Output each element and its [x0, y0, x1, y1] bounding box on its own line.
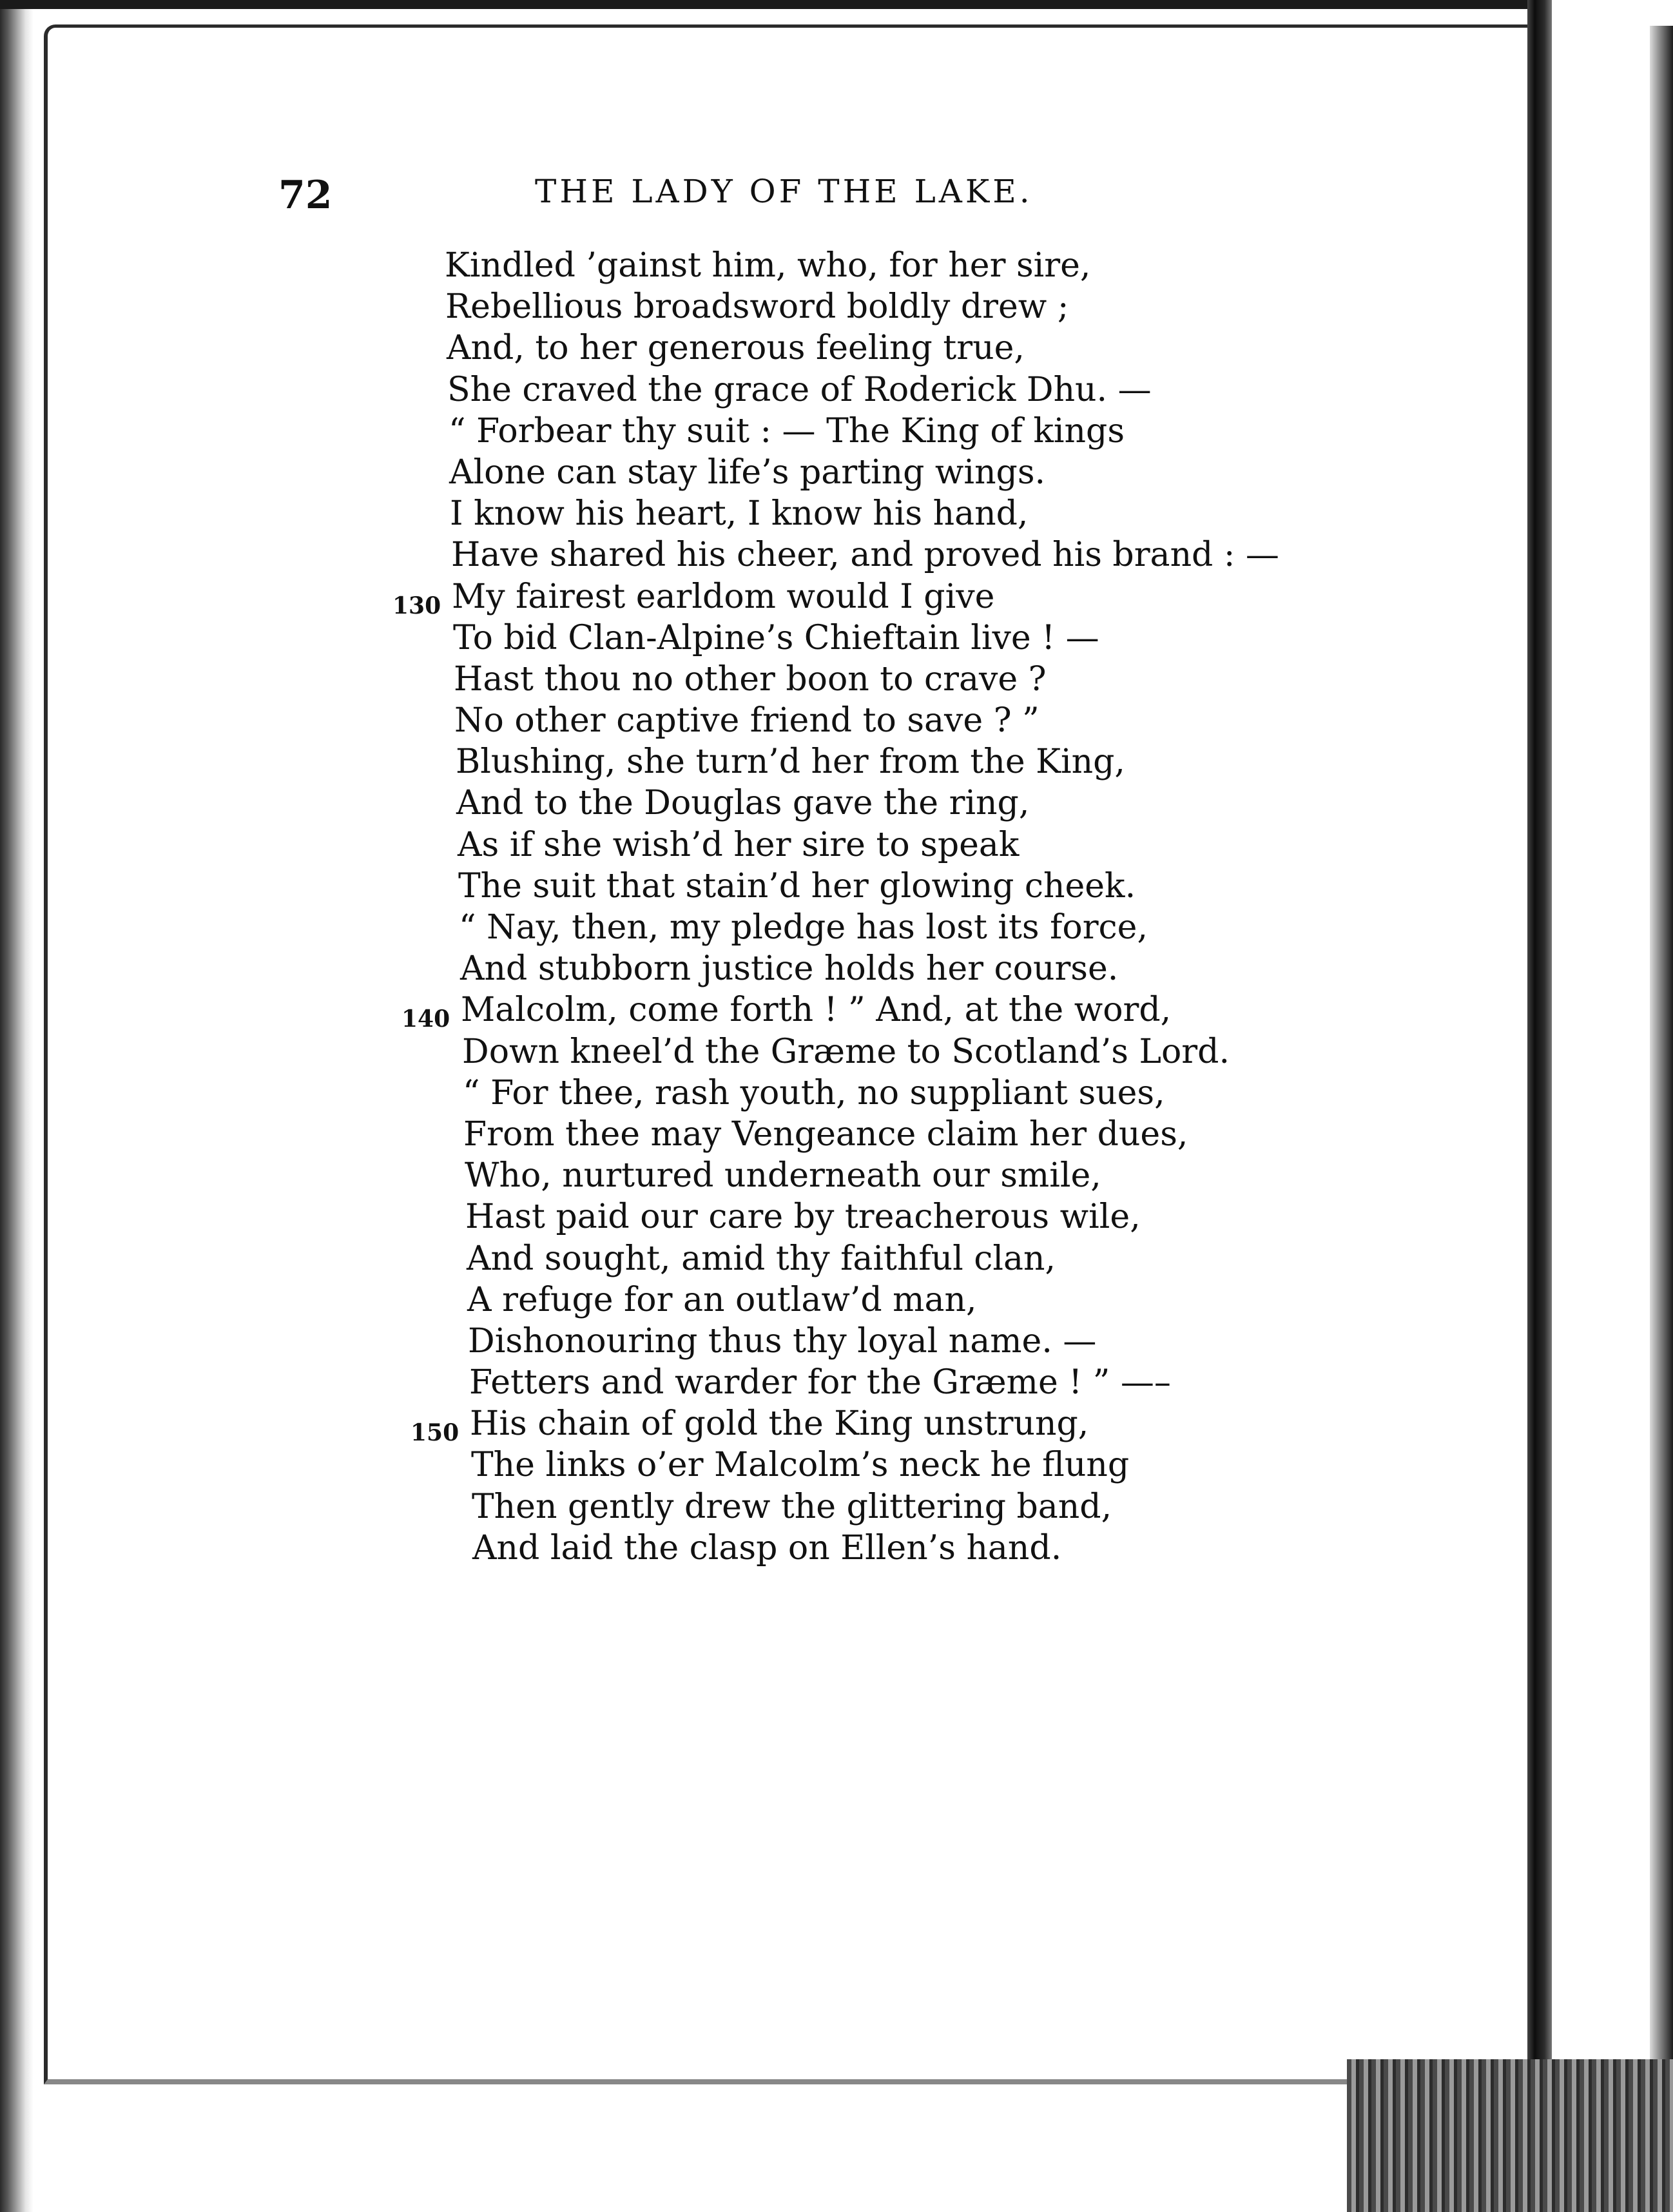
poem-line [453, 617, 1279, 659]
poem-line-text: And stubborn justice holds her course. [460, 949, 1119, 989]
poem-line-text: No other captive friend to save ? ” [454, 701, 1040, 741]
scan-top-edge [0, 0, 1673, 9]
poem-line [465, 1155, 1279, 1196]
poem-line-text: And sought, amid thy faithful clan, [467, 1239, 1056, 1278]
scan-left-shadow [0, 0, 34, 2212]
poem-line-text: And, to her generous feeling true, [447, 329, 1025, 368]
poem-line [454, 659, 1279, 700]
poem-line [401, 989, 1279, 1033]
poem-line-text: Fetters and warder for the Græme ! ” —– [469, 1363, 1171, 1402]
poem-line-text: To bid Clan-Alpine’s Chieftain live ! — [453, 618, 1099, 657]
poem-line [456, 741, 1279, 782]
poem-line [454, 700, 1279, 741]
line-number: 140 [401, 1005, 450, 1033]
poem-line [450, 493, 1279, 534]
poem-line-text: “ For thee, rash youth, no suppliant sues, [463, 1073, 1165, 1112]
poem-line-text: “ Forbear thy suit : — The King of kings [449, 411, 1125, 451]
poem-line-text: From thee may Vengeance claim her dues, [463, 1114, 1188, 1154]
poem-line-text: And to the Douglas gave the ring, [456, 784, 1030, 823]
poem-line-text: Who, nurtured underneath our smile, [465, 1156, 1101, 1196]
poem-line-text: “ Nay, then, my pledge has lost its force, [459, 908, 1148, 947]
poem-line-text: And laid the clasp on Ellen’s hand. [472, 1528, 1062, 1567]
poem-line [469, 1362, 1279, 1403]
poem-line-text: His chain of gold the King unstrung, [470, 1404, 1089, 1444]
line-number: 130 [392, 592, 441, 619]
poem-line-text: The suit that stain’d her glowing cheek. [458, 866, 1136, 906]
line-number: 150 [411, 1419, 459, 1447]
poem-line [462, 1031, 1279, 1072]
poem-line [472, 1528, 1279, 1569]
poem-line-text: Down kneel’d the Græme to Scotland’s Lord. [462, 1032, 1230, 1071]
poem-line-text: The links o’er Malcolm’s neck he flung [471, 1446, 1130, 1485]
poem-line-text: As if she wish’d her sire to speak [458, 825, 1020, 864]
running-title: THE LADY OF THE LAKE. [535, 173, 1033, 210]
poem-line [447, 369, 1279, 411]
poem-line [472, 1486, 1279, 1528]
poem-line [449, 452, 1279, 493]
poem-line-text: Then gently drew the glittering band, [472, 1487, 1112, 1526]
poem-line-text: I know his heart, I know his hand, [450, 494, 1029, 534]
poem-line [459, 907, 1279, 948]
poem-line [456, 782, 1279, 824]
poem-line [471, 1444, 1279, 1486]
poem-line [467, 1279, 1279, 1321]
poem-line-text: Dishonouring thus thy loyal name. — [468, 1321, 1097, 1361]
poem-line [447, 327, 1279, 369]
poem-line [392, 576, 1279, 619]
poem-line [411, 1403, 1279, 1447]
poem-line [465, 1196, 1279, 1237]
poem-line [458, 824, 1279, 866]
poem-line [467, 1238, 1279, 1279]
poem-line-text: Blushing, she turn’d her from the King, [456, 742, 1125, 782]
poem-line-text: Malcolm, come forth ! ” And, at the word, [461, 991, 1172, 1030]
poem-line-text: A refuge for an outlaw’d man, [467, 1280, 977, 1319]
poem-line [458, 866, 1279, 907]
poem-line [463, 1072, 1279, 1114]
page-number: 72 [278, 173, 333, 218]
poem-line-text: Rebellious broadsword boldly drew ; [445, 287, 1069, 327]
poem-line-text: Hast paid our care by treacherous wile, [465, 1198, 1141, 1237]
poem-line [445, 286, 1279, 327]
poem-line [468, 1321, 1279, 1362]
poem-line [460, 948, 1279, 989]
poem-line-text: Alone can stay life’s parting wings. [449, 452, 1046, 492]
poem-line-text: She craved the grace of Roderick Dhu. — [447, 370, 1152, 409]
poem-body [392, 245, 1279, 1569]
poem-line [463, 1114, 1279, 1155]
poem-line-text: My fairest earldom would I give [452, 577, 995, 616]
poem-line [445, 245, 1279, 286]
poem-line [451, 534, 1279, 576]
book-spine [1527, 0, 1552, 2212]
scan-bottom-artifact [1347, 2059, 1673, 2212]
scan-right-edge [1650, 26, 1673, 2212]
poem-line-text: Have shared his cheer, and proved his brand : — [451, 536, 1279, 575]
poem-line-text: Kindled ’gainst him, who, for her sire, [445, 246, 1091, 285]
poem-line-text: Hast thou no other boon to crave ? [454, 659, 1047, 699]
poem-line [449, 411, 1279, 452]
